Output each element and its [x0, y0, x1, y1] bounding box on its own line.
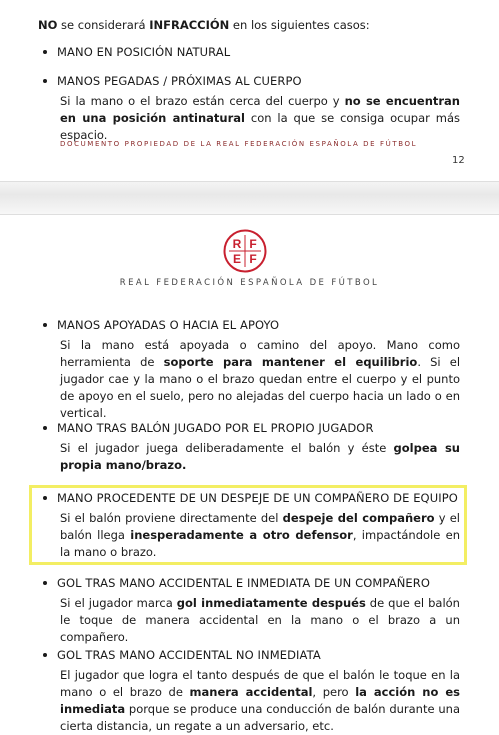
page-number: 12: [452, 155, 465, 166]
page-separator: [0, 181, 499, 215]
item-description: Si el jugador marca gol inmediatamente después de que el balón le toque de manera accidental en la mano o el brazo a un compañero.: [60, 596, 460, 644]
list-item: [40, 45, 460, 59]
item-title: GOL TRAS MANO ACCIDENTAL NO INMEDIATA: [40, 648, 460, 662]
list-item: [40, 74, 460, 144]
list-item: [40, 318, 460, 422]
item-title: MANOS PEGADAS / PRÓXIMAS AL CUERPO: [40, 74, 460, 88]
item-title: MANO EN POSICIÓN NATURAL: [40, 45, 460, 59]
intro-infraccion: INFRACCIÓN: [149, 18, 230, 32]
document-footer: DOCUMENTO PROPIEDAD DE LA REAL FEDERACIÓN ESPAÑOLA DE FÚTBOL: [60, 140, 418, 148]
item-description: Si el jugador juega deliberadamente el balón y éste golpea su propia mano/brazo.: [60, 441, 460, 472]
federation-name: REAL FEDERACIÓN ESPAÑOLA DE FÚTBOL: [119, 278, 380, 288]
list-item: [40, 491, 460, 561]
intro-suffix: en los siguientes casos:: [229, 18, 370, 32]
logo-letter: R: [232, 237, 242, 251]
list-item: [40, 576, 460, 646]
item-description: Si la mano está apoyada o camino del apoyo. Mano como herramienta de soporte para mantener el equilibrio. Si el jugador cae y la mano o el brazo quedan entre el cuerpo y el punto de apoyo en el suelo, pero no alejadas del cuerpo hacia un lado o en vertical.: [60, 338, 461, 420]
intro-text: [38, 18, 370, 32]
intro-no: NO: [38, 18, 58, 32]
logo-letter: E: [232, 252, 242, 266]
item-title: GOL TRAS MANO ACCIDENTAL E INMEDIATA DE UN COMPAÑERO: [40, 576, 460, 590]
item-title: MANO PROCEDENTE DE UN DESPEJE DE UN COMPAÑERO DE EQUIPO: [40, 491, 460, 505]
item-title: MANOS APOYADAS O HACIA EL APOYO: [40, 318, 460, 332]
item-description: Si la mano o el brazo están cerca del cuerpo y no se encuentran en una posición antinatural con la que se consiga ocupar más espacio.: [60, 94, 460, 142]
item-description: El jugador que logra el tanto después de que el balón le toque en la mano o el brazo de manera accidental, pero la acción no es inmediata porque se produce una conducción de balón durante una cierta distancia, un regate a un adversario, etc.: [60, 668, 460, 733]
list-item: [40, 648, 460, 735]
rfef-logo-icon: [223, 229, 267, 273]
item-title: MANO TRAS BALÓN JUGADO POR EL PROPIO JUGADOR: [40, 421, 460, 435]
item-description: Si el balón proviene directamente del despeje del compañero y el balón llega inesperadamente a otro defensor, impactándole en la mano o brazo.: [60, 511, 460, 559]
intro-mid: se considerará: [57, 18, 150, 32]
logo-letter: F: [249, 252, 257, 266]
logo-letter: F: [249, 237, 257, 251]
list-item: [40, 421, 460, 474]
